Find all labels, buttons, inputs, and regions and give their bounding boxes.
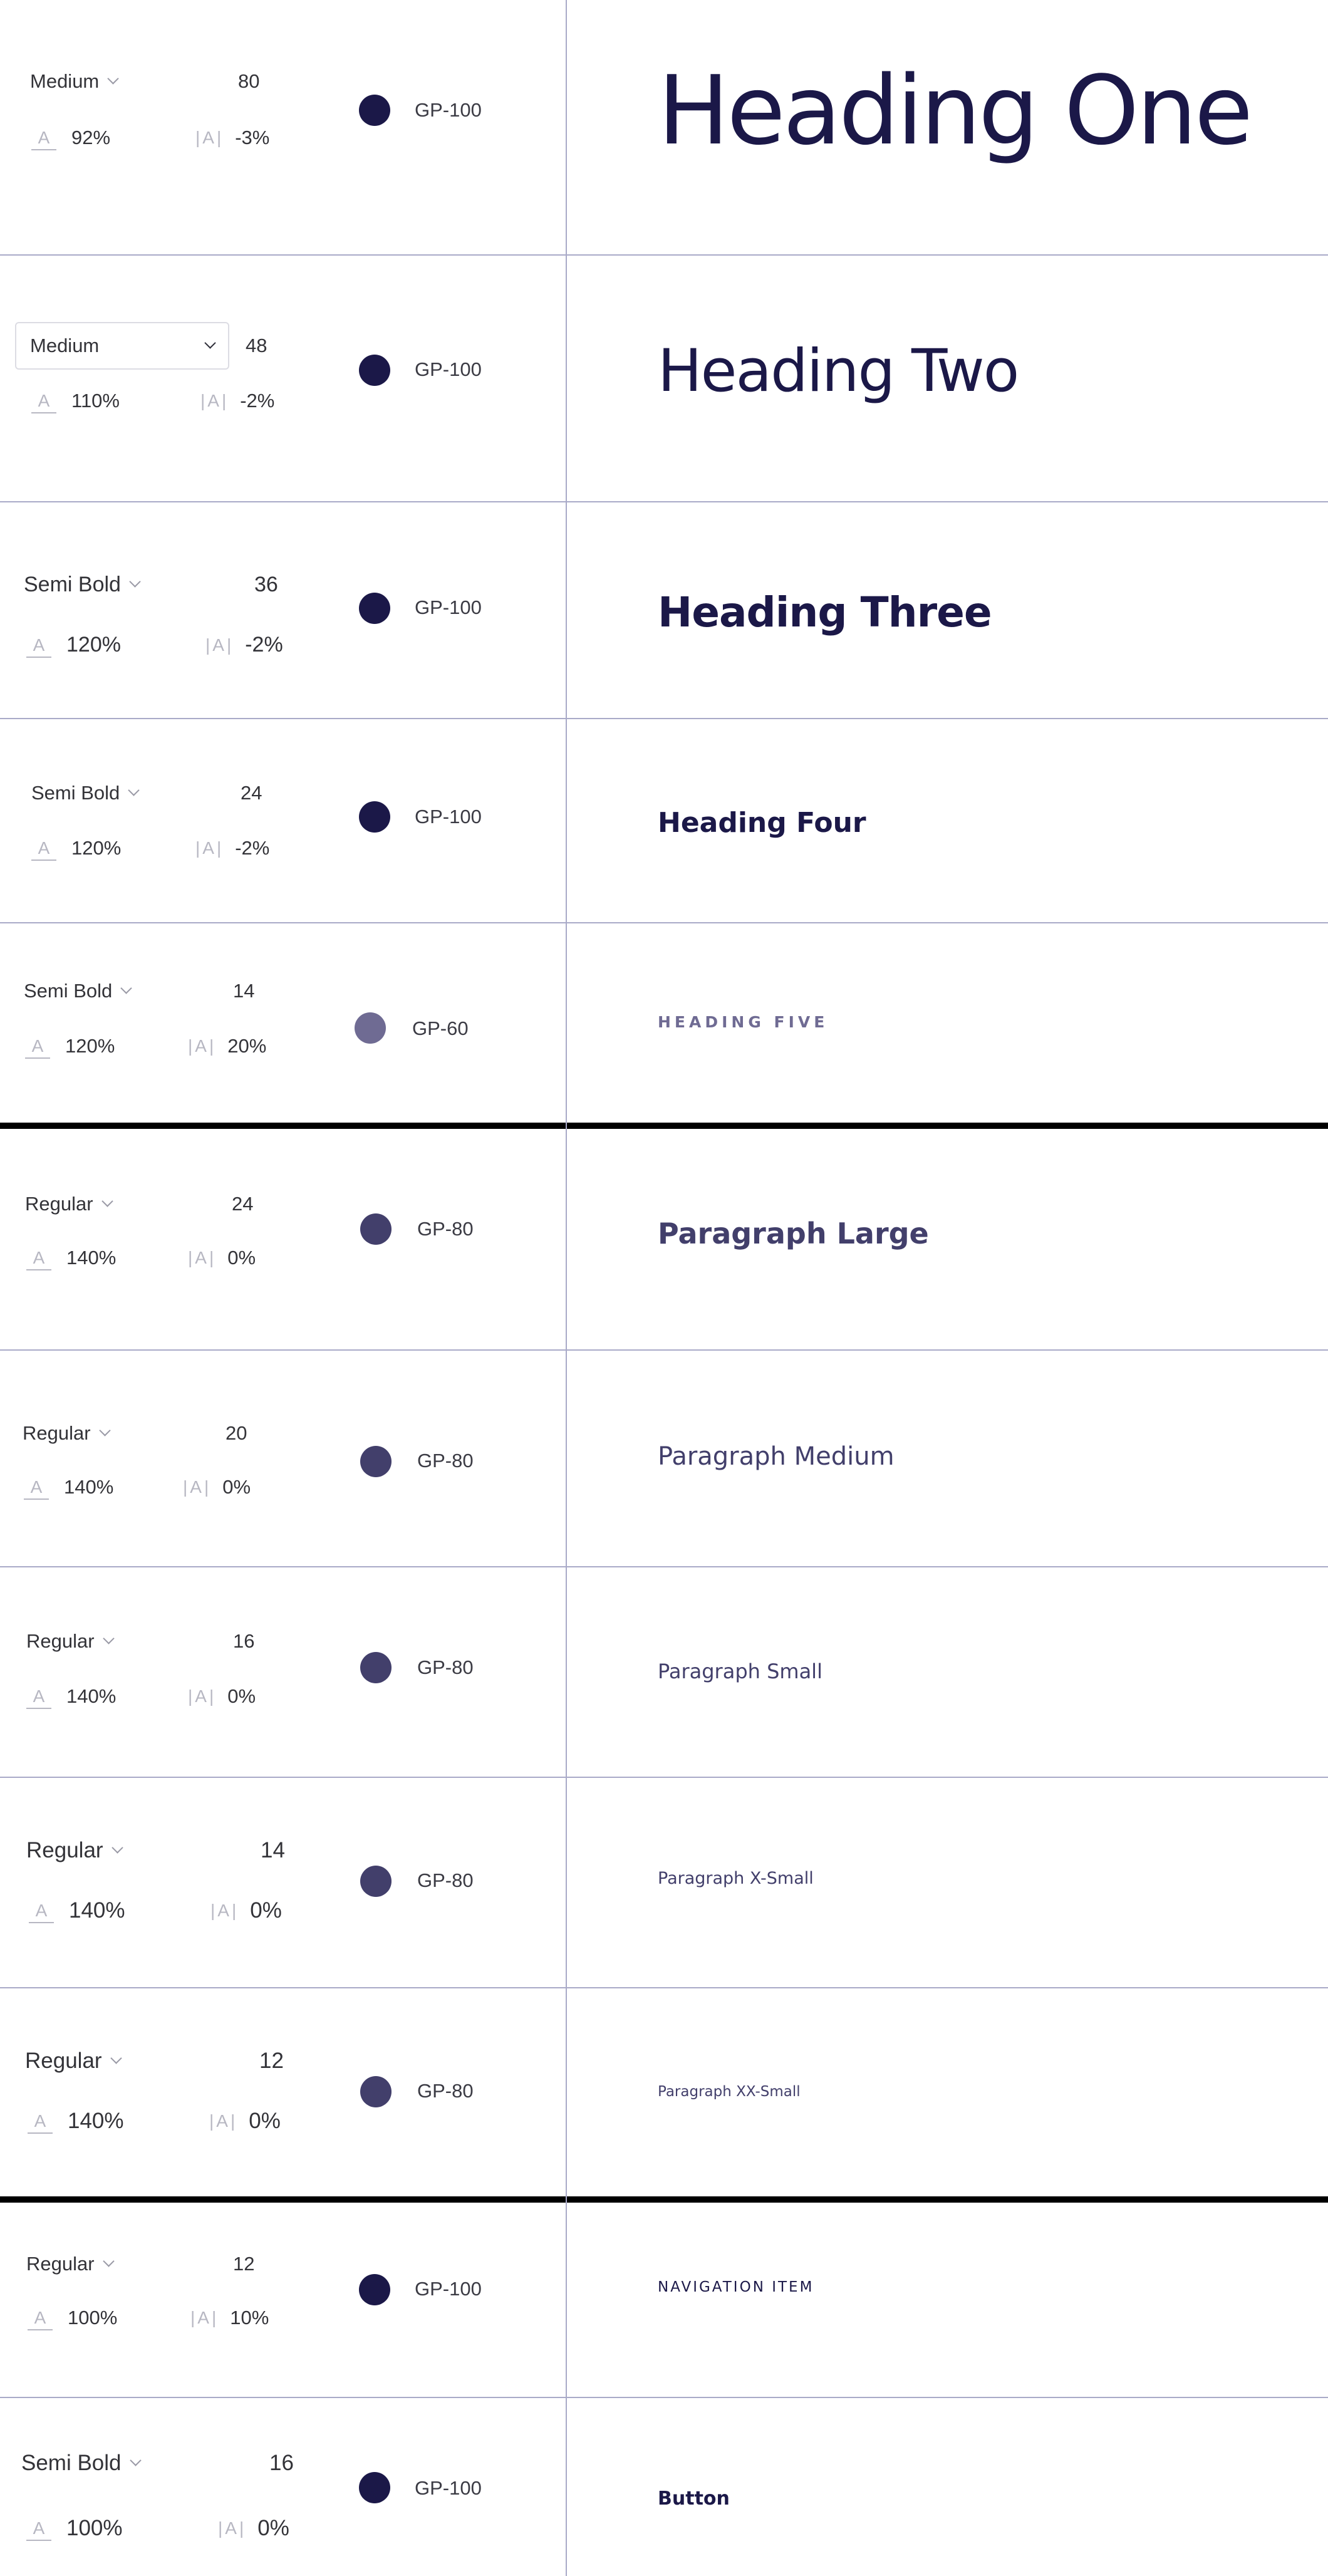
line-height-field[interactable] [28, 2109, 124, 2134]
properties-panel [0, 2398, 566, 2576]
line-height-icon: A [31, 392, 56, 410]
font-size-value[interactable]: 24 [232, 1193, 254, 1215]
chevron-down-icon [121, 982, 132, 994]
letter-spacing-field[interactable] [195, 837, 269, 860]
letter-spacing-icon: |A| [200, 391, 229, 410]
letter-spacing-icon: |A| [183, 1477, 212, 1497]
properties-panel [0, 1778, 566, 1987]
chevron-down-icon [128, 784, 140, 796]
color-token-label: GP-60 [412, 1017, 469, 1039]
font-weight-value: Regular [25, 2049, 102, 2073]
chevron-down-icon [204, 337, 215, 348]
type-sample: Paragraph XX-Small [658, 2084, 801, 2100]
letter-spacing-field[interactable] [210, 1898, 282, 1923]
line-height-value: 140% [69, 1898, 125, 1923]
font-weight-dropdown[interactable] [24, 980, 130, 1002]
line-height-icon: A [29, 1902, 54, 1919]
properties-panel [0, 923, 566, 1123]
font-weight-value: Medium [30, 70, 100, 92]
font-weight-value: Regular [26, 2253, 95, 2275]
letter-spacing-field[interactable] [188, 1035, 266, 1057]
properties-panel [0, 0, 566, 254]
type-sample: Button [658, 2488, 730, 2510]
letter-spacing-value: 10% [230, 2307, 269, 2329]
font-weight-dropdown[interactable] [25, 2049, 120, 2074]
properties-panel [0, 1351, 566, 1566]
type-style-row-heading-one [0, 0, 1328, 256]
letter-spacing-icon: |A| [205, 635, 234, 655]
type-style-row-paragraph-xx-small [0, 1988, 1328, 2203]
letter-spacing-value: -2% [235, 837, 270, 859]
color-token-label: GP-100 [415, 806, 482, 828]
line-height-value: 120% [71, 837, 122, 859]
letter-spacing-value: 20% [227, 1035, 267, 1057]
line-height-icon: A [28, 2309, 53, 2327]
type-style-row-heading-four [0, 719, 1328, 923]
properties-panel [0, 256, 566, 501]
letter-spacing-icon: |A| [195, 838, 224, 858]
chevron-down-icon [130, 2454, 141, 2466]
font-weight-dropdown[interactable] [30, 70, 117, 93]
type-sample: HEADING FIVE [658, 1013, 829, 1031]
properties-panel [0, 502, 566, 718]
line-height-value: 92% [71, 127, 111, 148]
font-weight-dropdown[interactable] [26, 1838, 122, 1863]
color-token-label: GP-80 [417, 1218, 474, 1240]
properties-panel [0, 1129, 566, 1349]
letter-spacing-field[interactable] [188, 1247, 256, 1269]
color-token-label: GP-80 [417, 1450, 474, 1472]
column-divider [566, 0, 567, 2576]
letter-spacing-value: -2% [245, 633, 283, 657]
properties-panel [0, 1567, 566, 1777]
color-token-label: GP-80 [417, 1656, 474, 1678]
color-swatch[interactable] [359, 2472, 390, 2503]
color-token-label: GP-100 [415, 596, 482, 618]
letter-spacing-icon: |A| [188, 1686, 217, 1706]
font-weight-dropdown[interactable] [21, 2451, 140, 2476]
type-style-row-paragraph-large [0, 1129, 1328, 1351]
font-weight-dropdown[interactable] [31, 782, 138, 804]
color-swatch[interactable] [360, 1213, 392, 1245]
line-height-field[interactable] [26, 1685, 116, 1708]
font-weight-value: Semi Bold [31, 782, 120, 804]
type-sample: Paragraph Medium [658, 1442, 895, 1471]
letter-spacing-value: -3% [235, 127, 270, 148]
line-height-field[interactable] [28, 2307, 117, 2329]
line-height-value: 100% [66, 2516, 123, 2540]
line-height-icon: A [25, 1037, 50, 1055]
line-height-value: 140% [66, 1685, 117, 1707]
type-style-row-paragraph-small [0, 1567, 1328, 1778]
color-token-label: GP-100 [415, 2477, 482, 2499]
line-height-icon: A [26, 1688, 51, 1705]
font-size-value[interactable]: 36 [254, 573, 278, 596]
letter-spacing-value: 0% [257, 2516, 289, 2540]
font-weight-value: Regular [25, 1193, 93, 1215]
color-token-label: GP-80 [417, 1869, 474, 1891]
color-swatch[interactable] [359, 801, 390, 833]
color-swatch[interactable] [355, 1012, 386, 1044]
properties-panel [0, 2203, 566, 2397]
letter-spacing-value: -2% [240, 390, 275, 412]
line-height-value: 110% [71, 390, 120, 412]
letter-spacing-icon: |A| [209, 2111, 238, 2131]
chevron-down-icon [103, 1633, 114, 1644]
font-size-value[interactable]: 12 [259, 2049, 284, 2073]
line-height-field[interactable] [24, 1476, 113, 1498]
font-size-value[interactable]: 24 [241, 782, 262, 804]
chevron-down-icon [101, 1195, 113, 1207]
font-size-value[interactable]: 14 [261, 1838, 285, 1862]
letter-spacing-field[interactable] [183, 1476, 251, 1498]
type-sample: Paragraph Large [658, 1217, 929, 1250]
type-sample: Heading Four [658, 807, 866, 839]
letter-spacing-field[interactable] [190, 2307, 269, 2329]
letter-spacing-value: 0% [250, 1898, 282, 1923]
font-weight-value: Medium [30, 335, 100, 356]
chevron-down-icon [112, 1842, 123, 1853]
type-style-row-heading-five [0, 923, 1328, 1129]
color-token-label: GP-80 [417, 2080, 474, 2102]
font-weight-value: Semi Bold [24, 573, 121, 596]
type-style-row-navigation-item [0, 2203, 1328, 2398]
type-sample: Paragraph X-Small [658, 1869, 814, 1888]
line-height-value: 140% [64, 1476, 114, 1498]
color-swatch[interactable] [360, 2076, 392, 2107]
line-height-value: 120% [65, 1035, 115, 1057]
line-height-icon: A [28, 2112, 53, 2130]
line-height-field[interactable] [31, 127, 110, 149]
line-height-value: 120% [66, 633, 121, 657]
color-swatch[interactable] [359, 593, 390, 624]
letter-spacing-value: 0% [249, 2109, 281, 2133]
letter-spacing-value: 0% [227, 1685, 256, 1707]
type-style-row-paragraph-medium [0, 1351, 1328, 1567]
letter-spacing-icon: |A| [195, 128, 224, 147]
line-height-field[interactable] [26, 2516, 123, 2541]
line-height-icon: A [31, 839, 56, 857]
font-weight-dropdown[interactable] [26, 2253, 113, 2275]
line-height-field[interactable] [31, 390, 120, 412]
line-height-icon: A [26, 636, 51, 654]
font-weight-dropdown[interactable] [25, 1193, 112, 1215]
line-height-field[interactable] [29, 1898, 125, 1923]
font-size-value[interactable]: 16 [233, 1630, 255, 1652]
letter-spacing-field[interactable] [195, 127, 269, 149]
font-weight-value: Semi Bold [21, 2451, 122, 2475]
font-weight-value: Regular [26, 1838, 103, 1862]
line-height-field[interactable] [25, 1035, 115, 1057]
letter-spacing-field[interactable] [218, 2516, 289, 2541]
font-size-value[interactable]: 14 [233, 980, 255, 1002]
type-style-row-button [0, 2398, 1328, 2576]
color-swatch[interactable] [360, 1866, 392, 1897]
chevron-down-icon [99, 1425, 110, 1436]
type-style-row-paragraph-x-small [0, 1778, 1328, 1988]
font-weight-dropdown[interactable] [15, 322, 229, 370]
type-sample: Heading One [658, 55, 1251, 166]
chevron-down-icon [103, 2255, 114, 2267]
line-height-icon: A [26, 1249, 51, 1267]
letter-spacing-icon: |A| [188, 1036, 217, 1056]
color-swatch[interactable] [360, 1446, 392, 1477]
letter-spacing-icon: |A| [210, 1901, 239, 1920]
letter-spacing-field[interactable] [188, 1685, 256, 1708]
font-size-value[interactable]: 20 [226, 1422, 247, 1444]
letter-spacing-icon: |A| [218, 2518, 247, 2538]
font-size-value[interactable]: 80 [238, 70, 260, 92]
type-style-row-heading-two [0, 256, 1328, 502]
line-height-icon: A [26, 2520, 51, 2537]
letter-spacing-field[interactable] [205, 633, 283, 657]
color-swatch[interactable] [359, 2274, 390, 2305]
font-weight-value: Regular [26, 1630, 95, 1652]
font-weight-value: Regular [23, 1422, 91, 1444]
color-token-label: GP-100 [415, 99, 482, 121]
line-height-icon: A [31, 129, 56, 147]
color-swatch[interactable] [359, 95, 390, 126]
type-sample: Paragraph Small [658, 1659, 822, 1683]
color-token-label: GP-100 [415, 358, 482, 380]
color-token-label: GP-100 [415, 2278, 482, 2300]
letter-spacing-icon: |A| [188, 1248, 217, 1267]
font-weight-dropdown[interactable] [24, 573, 139, 597]
properties-panel [0, 719, 566, 922]
letter-spacing-value: 0% [227, 1247, 256, 1269]
color-swatch[interactable] [359, 355, 390, 386]
letter-spacing-value: 0% [222, 1476, 251, 1498]
line-height-value: 100% [68, 2307, 118, 2329]
line-height-field[interactable] [26, 1247, 116, 1269]
letter-spacing-field[interactable] [209, 2109, 281, 2134]
font-size-value[interactable]: 16 [269, 2451, 294, 2475]
line-height-value: 140% [66, 1247, 117, 1269]
line-height-value: 140% [68, 2109, 124, 2133]
type-sample: NAVIGATION ITEM [658, 2279, 814, 2295]
type-style-row-heading-three [0, 502, 1328, 719]
line-height-field[interactable] [26, 633, 121, 657]
type-sample: Heading Two [658, 337, 1019, 405]
line-height-icon: A [24, 1478, 49, 1496]
font-weight-dropdown[interactable] [23, 1422, 109, 1445]
letter-spacing-field[interactable] [200, 390, 274, 412]
type-sample: Heading Three [658, 588, 992, 636]
line-height-field[interactable] [31, 837, 121, 860]
chevron-down-icon [129, 576, 140, 587]
font-size-value[interactable]: 12 [233, 2253, 255, 2275]
properties-panel [0, 1988, 566, 2196]
font-weight-value: Semi Bold [24, 980, 113, 1002]
letter-spacing-icon: |A| [190, 2308, 219, 2327]
color-swatch[interactable] [360, 1652, 392, 1683]
chevron-down-icon [110, 2052, 122, 2064]
font-size-value[interactable]: 48 [246, 335, 267, 356]
font-weight-dropdown[interactable] [26, 1630, 113, 1653]
chevron-down-icon [108, 73, 119, 84]
